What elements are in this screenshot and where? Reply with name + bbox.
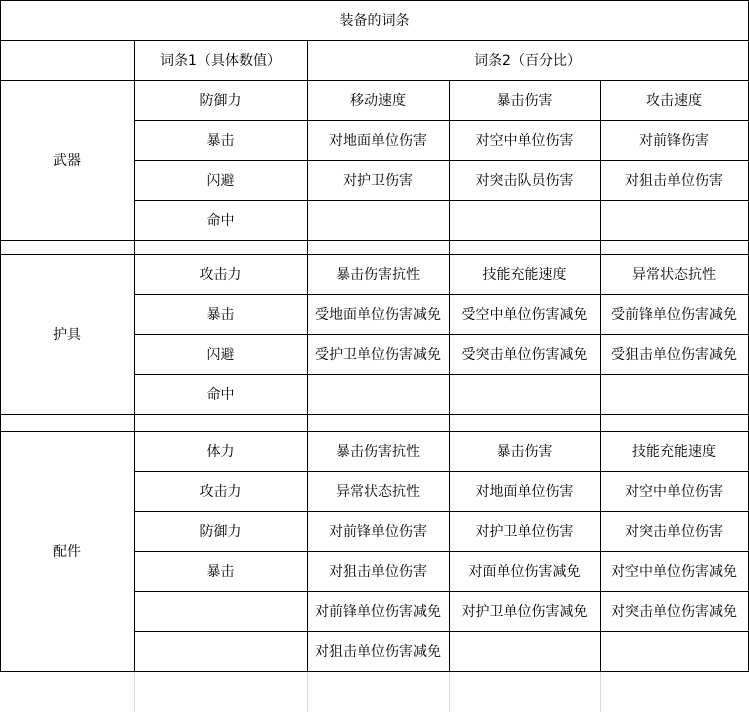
attr2-cell: 受狙击单位伤害减免 xyxy=(611,347,737,363)
grid-line xyxy=(0,254,749,255)
grid-line xyxy=(134,672,135,712)
attr2-cell xyxy=(307,374,449,414)
attr2-cell: 对狙击单位伤害 xyxy=(329,564,427,580)
grid-line xyxy=(600,254,601,414)
grid-line xyxy=(449,431,450,671)
attr2-cell: 对护卫伤害 xyxy=(343,173,413,189)
grid-line xyxy=(134,40,135,80)
attr2-cell: 对突击单位伤害减免 xyxy=(611,604,737,620)
attr2-cell: 对前锋单位伤害 xyxy=(329,524,427,540)
attr2-cell: 暴击伤害 xyxy=(496,444,553,460)
attr2-cell xyxy=(600,200,748,240)
attr1-cell: 防御力 xyxy=(199,93,242,109)
attr1-cell: 命中 xyxy=(206,213,235,229)
grid-line xyxy=(600,431,601,671)
attr2-cell: 对地面单位伤害 xyxy=(329,133,427,149)
grid-line xyxy=(0,80,749,81)
section-label: 护具 xyxy=(53,327,81,343)
attr2-cell: 对空中单位伤害 xyxy=(625,484,723,500)
grid-line xyxy=(134,294,749,295)
grid-line xyxy=(449,672,450,712)
grid-line xyxy=(134,631,749,632)
attr1-cell: 攻击力 xyxy=(199,484,242,500)
grid-line xyxy=(449,414,450,431)
attr2-cell xyxy=(449,374,600,414)
attr2-cell: 对空中单位伤害减免 xyxy=(611,564,737,580)
attr1-cell: 体力 xyxy=(206,444,235,460)
attr2-cell: 对护卫单位伤害减免 xyxy=(461,604,588,620)
grid-line xyxy=(0,431,749,432)
grid-line xyxy=(134,374,749,375)
grid-line xyxy=(134,80,135,240)
grid-line xyxy=(600,672,601,712)
grid-line xyxy=(134,200,749,201)
grid-line xyxy=(307,40,308,80)
grid-line xyxy=(600,414,601,431)
attr2-cell: 受地面单位伤害减免 xyxy=(315,307,441,323)
table-title: 装备的词条 xyxy=(339,13,410,29)
grid-line xyxy=(134,591,749,592)
attr2-cell: 对地面单位伤害 xyxy=(475,484,574,500)
attr2-cell: 对前锋伤害 xyxy=(639,133,709,149)
grid-line xyxy=(0,240,749,241)
attr2-cell: 对突击单位伤害 xyxy=(625,524,723,540)
grid-line xyxy=(134,511,749,512)
attr1-cell: 命中 xyxy=(206,387,235,403)
attr2-cell xyxy=(449,200,600,240)
grid-line xyxy=(134,254,135,414)
grid-line xyxy=(134,431,135,671)
attr2-cell: 对面单位伤害减免 xyxy=(468,564,581,580)
grid-line xyxy=(0,414,749,415)
grid-line xyxy=(134,240,135,254)
attr2-cell: 暴击伤害抗性 xyxy=(336,267,420,283)
attr2-cell: 对狙击单位伤害减免 xyxy=(315,644,441,660)
attr2-cell: 受突击单位伤害减免 xyxy=(461,347,588,363)
attr2-cell: 对护卫单位伤害 xyxy=(475,524,574,540)
grid-line xyxy=(134,414,135,431)
grid-line xyxy=(0,0,749,1)
attr2-cell xyxy=(449,631,600,671)
attr1-cell: 防御力 xyxy=(199,524,242,540)
attr1-cell xyxy=(134,591,307,631)
grid-line xyxy=(449,254,450,414)
grid-line xyxy=(307,672,308,712)
attr2-cell: 受空中单位伤害减免 xyxy=(461,307,588,323)
attr2-cell: 对空中单位伤害 xyxy=(475,133,574,149)
grid-line xyxy=(307,240,308,254)
grid-line xyxy=(449,240,450,254)
attr2-cell: 对狙击单位伤害 xyxy=(625,173,723,189)
grid-line xyxy=(449,80,450,240)
grid-line xyxy=(307,431,308,671)
attr2-cell: 异常状态抗性 xyxy=(336,484,420,500)
grid-line xyxy=(134,334,749,335)
header-attr2: 词条2（百分比） xyxy=(474,53,581,69)
attr1-cell: 闪避 xyxy=(206,347,235,363)
attr2-cell: 攻击速度 xyxy=(646,93,702,109)
grid-line xyxy=(307,414,308,431)
grid-line xyxy=(134,551,749,552)
section-label: 武器 xyxy=(53,153,81,169)
attr2-cell: 受护卫单位伤害减免 xyxy=(315,347,441,363)
attr2-cell: 对前锋单位伤害减免 xyxy=(315,604,441,620)
attr2-cell xyxy=(600,374,748,414)
grid-line xyxy=(0,671,749,672)
grid-line xyxy=(134,160,749,161)
attr1-cell: 闪避 xyxy=(206,173,235,189)
attr2-cell: 技能充能速度 xyxy=(632,444,716,460)
grid-line xyxy=(134,120,749,121)
grid-line xyxy=(0,0,1,672)
attr2-cell: 异常状态抗性 xyxy=(632,267,716,283)
header-attr1: 词条1（具体数值） xyxy=(160,53,281,69)
attr2-cell: 移动速度 xyxy=(350,93,406,109)
attr1-cell xyxy=(134,631,307,671)
attr2-cell: 受前锋单位伤害减免 xyxy=(611,307,737,323)
section-label: 配件 xyxy=(53,544,81,560)
attr2-cell xyxy=(600,631,748,671)
attr1-cell: 攻击力 xyxy=(199,267,242,283)
attr2-cell xyxy=(307,200,449,240)
attr2-cell: 暴击伤害 xyxy=(496,93,553,109)
attr2-cell: 对突击队员伤害 xyxy=(475,173,574,189)
grid-line xyxy=(600,80,601,240)
grid-line xyxy=(600,240,601,254)
grid-line xyxy=(0,40,749,41)
grid-line xyxy=(307,80,308,240)
attr1-cell: 暴击 xyxy=(206,564,235,580)
attr2-cell: 技能充能速度 xyxy=(482,267,567,283)
attr1-cell: 暴击 xyxy=(206,133,235,149)
attr2-cell: 暴击伤害抗性 xyxy=(336,444,420,460)
attr1-cell: 暴击 xyxy=(206,307,235,323)
grid-line xyxy=(134,471,749,472)
grid-line xyxy=(307,254,308,414)
